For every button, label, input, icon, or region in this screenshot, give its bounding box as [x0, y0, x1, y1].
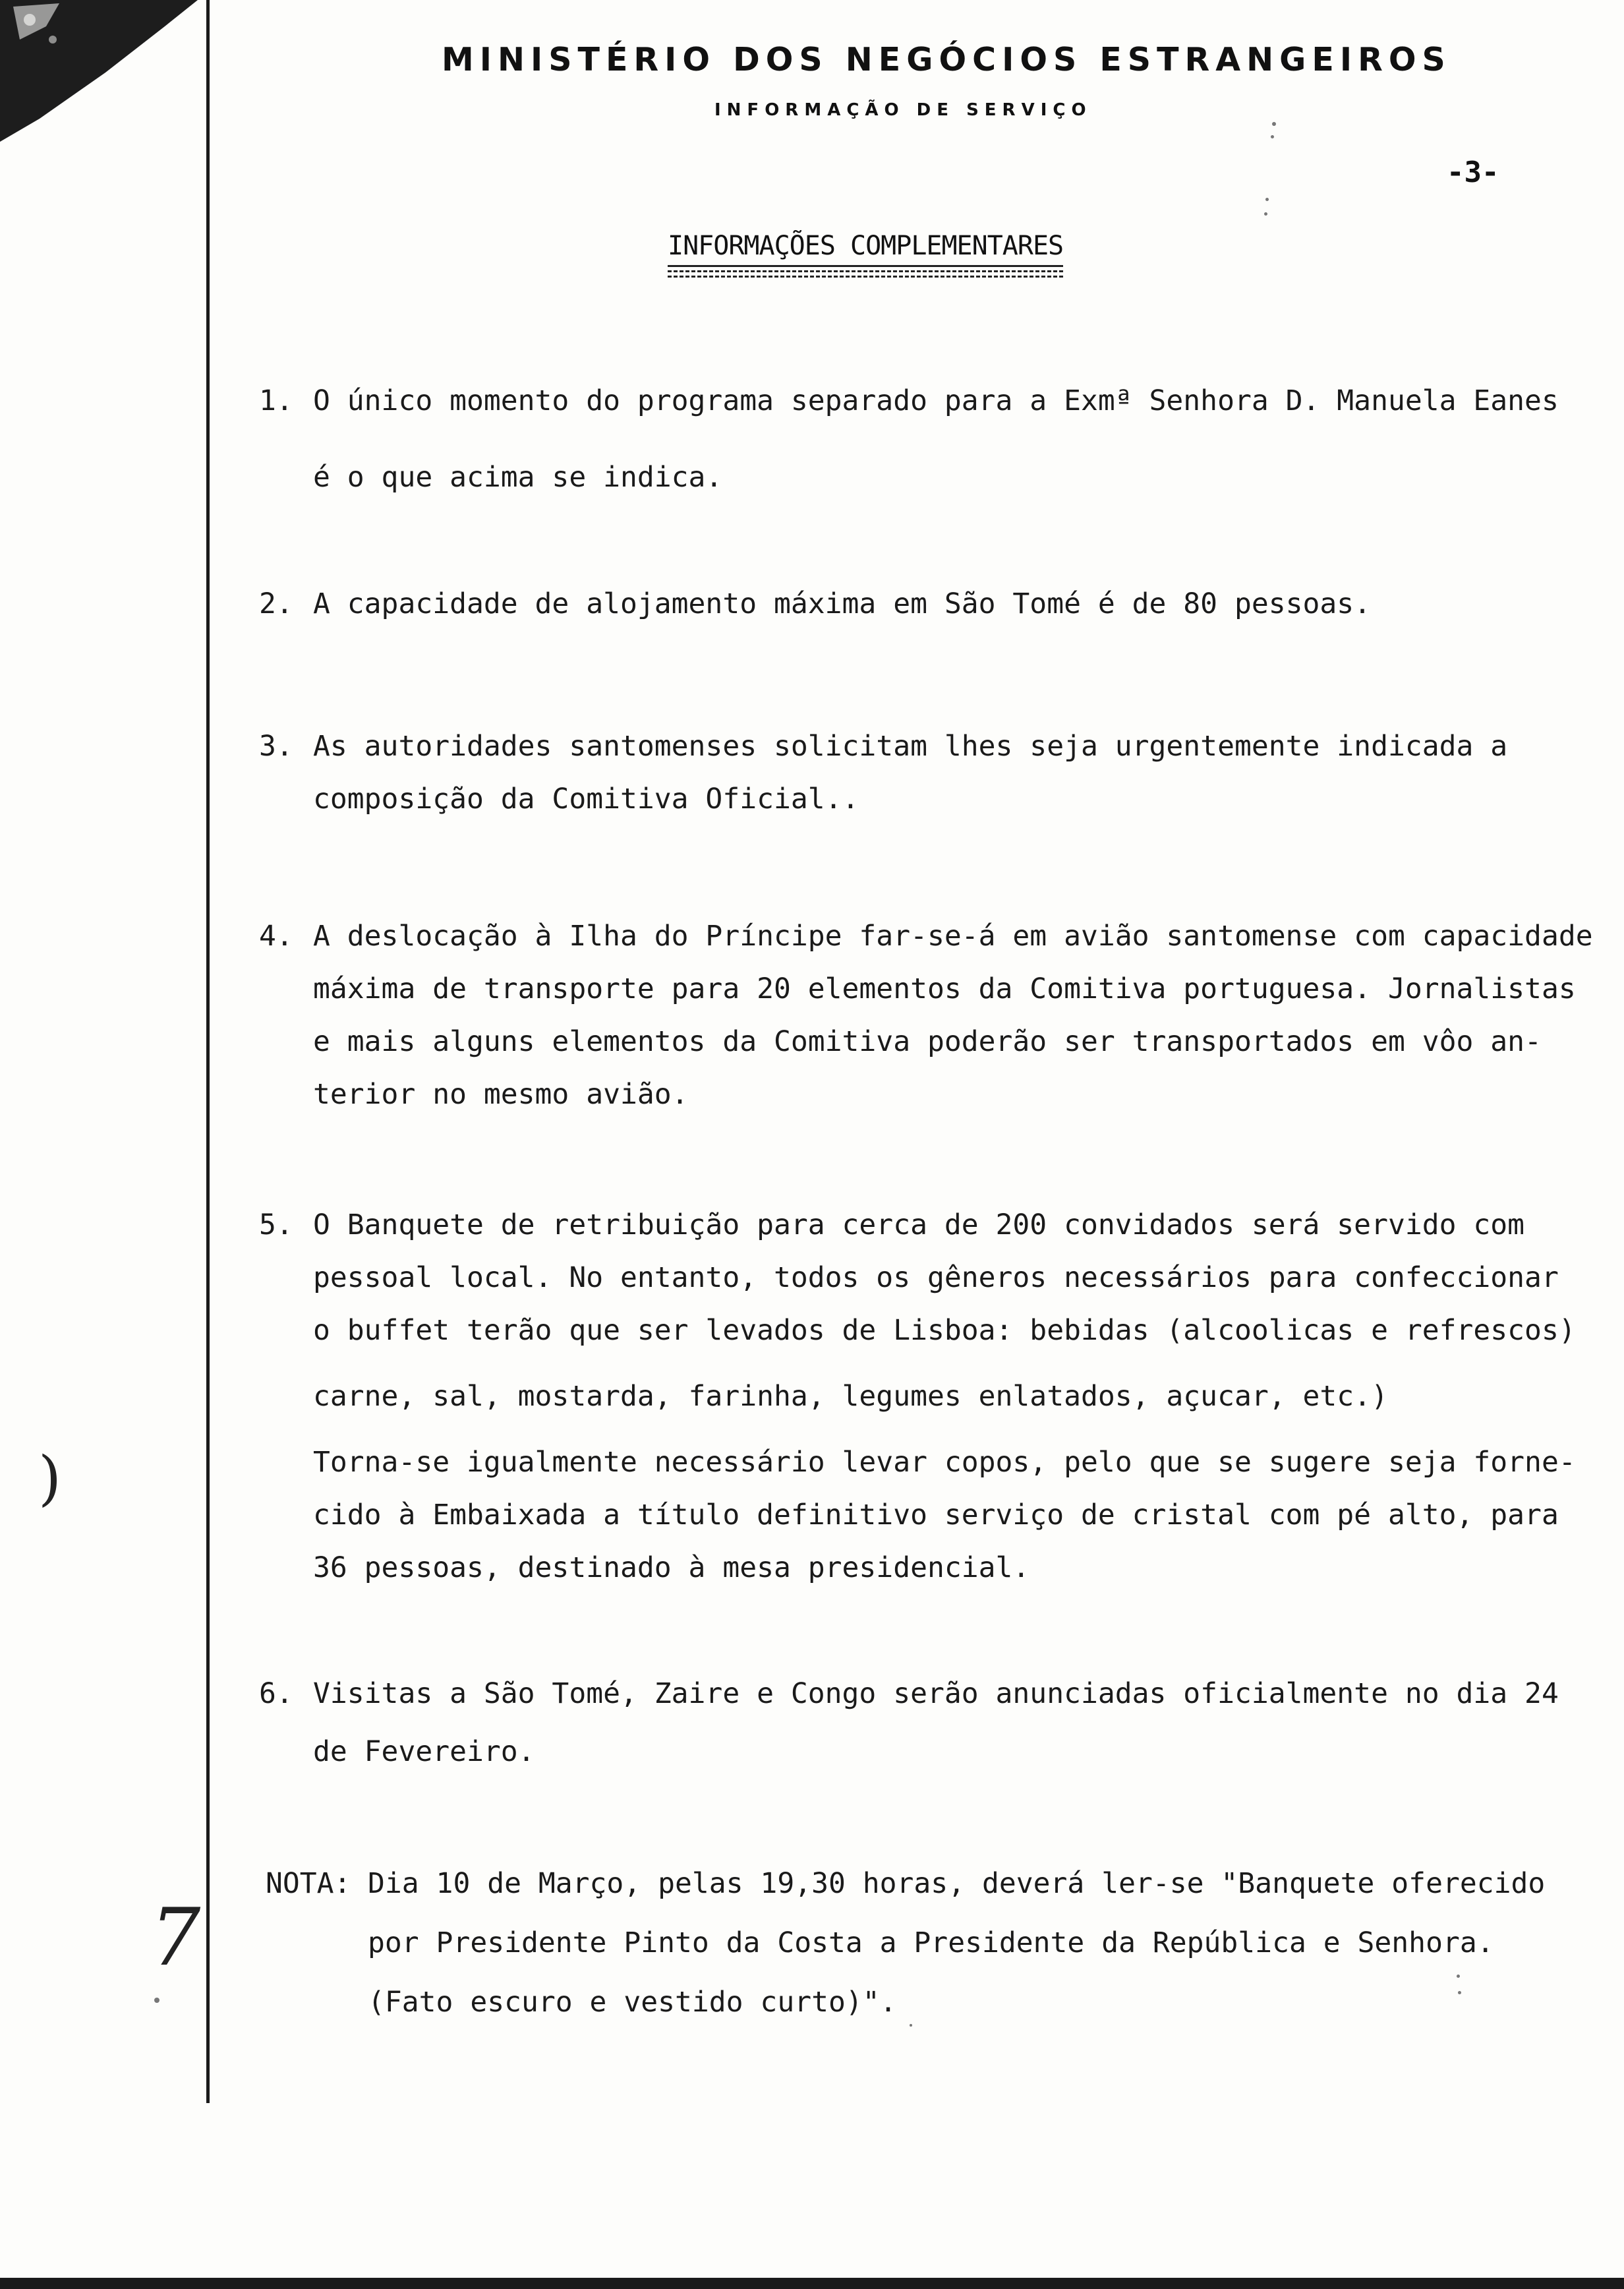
item-number: 6. — [259, 1677, 293, 1710]
item-line: O Banquete de retribuição para cerca de 200 convidados será servido com — [313, 1208, 1525, 1241]
ink-speck — [154, 1998, 160, 2003]
section-title-text: INFORMAÇÕES COMPLEMENTARES — [668, 231, 1064, 261]
title-underline-dashed — [668, 276, 1063, 278]
scan-speck — [1457, 1975, 1460, 1978]
scan-speck — [1264, 212, 1267, 216]
item-line: de Fevereiro. — [313, 1735, 535, 1768]
scan-speck — [1265, 198, 1269, 201]
margin-handwritten-mark: ) — [38, 1444, 62, 1513]
item-text — [313, 575, 1604, 633]
margin-handwritten-number: 7 — [150, 1892, 201, 1984]
item-text — [313, 372, 1604, 506]
nota-label: NOTA: — [266, 1867, 351, 1900]
item-line: composição da Comitiva Oficial.. — [313, 783, 859, 816]
item-line: terior no mesmo avião. — [313, 1078, 689, 1111]
item-line: cido à Embaixada a título definitivo serviço de cristal com pé alto, para — [313, 1499, 1559, 1531]
item-number: 4. — [259, 920, 293, 953]
item-line: Visitas a São Tomé, Zaire e Congo serão anunciadas oficialmente no dia 24 — [313, 1677, 1559, 1710]
section-title — [668, 231, 1063, 261]
scan-speck — [1271, 135, 1274, 138]
nota-line: Dia 10 de Março, pelas 19,30 horas, deverá ler-se "Banquete oferecido — [368, 1867, 1546, 1900]
item-number: 1. — [259, 384, 293, 417]
margin-binding-line — [206, 0, 210, 2103]
item-number: 5. — [259, 1208, 293, 1241]
scan-speck — [1458, 1991, 1461, 1994]
page-number: -3- — [1447, 156, 1499, 189]
torn-corner-mark — [0, 0, 211, 158]
ministry-header: MINISTÉRIO DOS NEGÓCIOS ESTRANGEIROS — [442, 41, 1451, 78]
item-text — [313, 1199, 1604, 1594]
item-number: 3. — [259, 730, 293, 763]
item-line: As autoridades santomenses solicitam lhes seja urgentemente indicada a — [313, 730, 1508, 763]
service-subheader: INFORMAÇÃO DE SERVIÇO — [714, 100, 1092, 120]
item-line: é o que acima se indica. — [313, 461, 723, 494]
list-item-3 — [259, 720, 1604, 825]
item-text — [313, 1665, 1604, 1781]
item-line: A capacidade de alojamento máxima em São Tomé é de 80 pessoas. — [313, 587, 1372, 620]
item-line: carne, sal, mostarda, farinha, legumes enlatados, açucar, etc.) — [313, 1380, 1388, 1413]
item-line: pessoal local. No entanto, todos os gêneros necessários para confeccionar — [313, 1261, 1559, 1294]
item-text — [313, 720, 1604, 825]
nota-line: (Fato escuro e vestido curto)". — [368, 1986, 897, 2019]
scan-speck — [1272, 122, 1276, 126]
list-item-5 — [259, 1199, 1604, 1594]
item-line: o buffet terão que ser levados de Lisboa: bebidas (alcoolicas e refrescos) — [313, 1314, 1576, 1347]
item-text — [313, 910, 1604, 1121]
list-item-1 — [259, 372, 1604, 506]
item-line: e mais alguns elementos da Comitiva poderão ser transportados em vôo an- — [313, 1025, 1542, 1058]
item-line: O único momento do programa separado para a Exmª Senhora D. Manuela Eanes — [313, 384, 1559, 417]
list-item-4 — [259, 910, 1604, 1121]
item-line: Torna-se igualmente necessário levar copos, pelo que se sugere seja forne- — [313, 1446, 1576, 1479]
item-line: máxima de transporte para 20 elementos da Comitiva portuguesa. Jornalistas — [313, 972, 1576, 1005]
list-item-2 — [259, 575, 1604, 633]
scan-speck — [910, 2024, 912, 2027]
nota-text — [368, 1854, 1545, 2032]
title-underline — [668, 265, 1063, 267]
item-number: 2. — [259, 587, 293, 620]
nota-line: por Presidente Pinto da Costa a Presidente da República e Senhora. — [368, 1926, 1494, 1959]
item-line: 36 pessoas, destinado à mesa presidencial. — [313, 1551, 1030, 1584]
nota-block — [266, 1854, 1545, 2032]
list-item-6 — [259, 1665, 1604, 1781]
item-line: A deslocação à Ilha do Príncipe far-se-á em avião santomense com capacidade — [313, 920, 1593, 953]
scan-bottom-edge — [0, 2278, 1624, 2289]
title-underline-dashed — [668, 270, 1063, 272]
